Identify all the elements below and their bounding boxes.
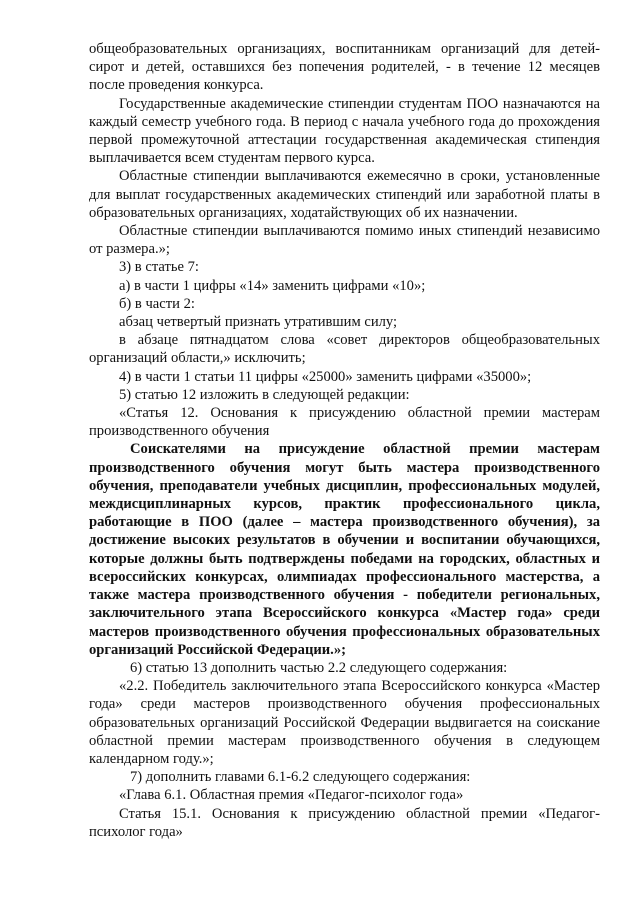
paragraph-14: 6) статью 13 дополнить частью 2.2 следующего содержания:	[130, 659, 508, 676]
paragraph-4: Областные стипендии выплачиваются помимо иных стипендий независимо от размера.»;	[89, 223, 600, 258]
paragraph-3: Областные стипендии выплачиваются ежемесячно в сроки, установленные для выплат государственных академических стипендий или заработной платы в образовательных организациях, ходатайствующих об их назначении.	[89, 168, 600, 221]
paragraph-8: абзац четвертый признать утратившим силу;	[119, 314, 398, 331]
paragraph-17: «Глава 6.1. Областная премия «Педагог-психолог года»	[119, 787, 464, 804]
paragraph-13: Соискателями на присуждение областной премии мастерам производственного обучения могут быть мастера производственного обучения, преподаватели учебных дисциплин, профессиональных модулей, междисциплинарных курсов, практик профессионального цикла, работающие в ПОО (далее – мастера производственного обучения), за достижение высоких результатов в обучении и воспитании обучающихся, которые должны быть подтверждены победами на городских, областных и всероссийских конкурсах, олимпиадах профессионального мастерства, а также мастера производственного обучения - победители региональных, заключительного этапа Всероссийского конкурса «Мастер года» среди мастеров производственного обучения профессиональных образовательных организаций Российской Федерации.»;	[89, 441, 600, 658]
paragraph-15: «2.2. Победитель заключительного этапа Всероссийского конкурса «Мастер года» среди мастеров производственного обучения профессиональных образовательных организаций Российской Федерации выдвигается на соискание областной премии мастерам производственного обучения в следующем календарном году.»;	[89, 678, 600, 767]
paragraph-9: в абзаце пятнадцатом слова «совет директоров общеобразовательных организаций области,» исключить;	[89, 332, 600, 367]
paragraph-12: «Статья 12. Основания к присуждению областной премии мастерам производственного обучения	[89, 405, 600, 440]
paragraph-10: 4) в части 1 статьи 11 цифры «25000» заменить цифрами «35000»;	[119, 368, 532, 385]
document-body	[89, 40, 600, 841]
paragraph-16: 7) дополнить главами 6.1-6.2 следующего содержания:	[130, 769, 471, 786]
paragraph-18: Статья 15.1. Основания к присуждению областной премии «Педагог-психолог года»	[89, 805, 600, 840]
paragraph-1: общеобразовательных организациях, воспитанникам организаций для детей-сирот и детей, оставшихся без попечения родителей, - в течение 12 месяцев после проведения конкурса.	[89, 41, 600, 94]
paragraph-7: б) в части 2:	[119, 295, 195, 312]
paragraph-6: а) в части 1 цифры «14» заменить цифрами «10»;	[119, 277, 426, 294]
paragraph-5: 3) в статье 7:	[119, 259, 199, 276]
paragraph-2: Государственные академические стипендии студентам ПОО назначаются на каждый семестр учебного года. В период с начала учебного года до прохождения первой промежуточной аттестации государственная академическая стипендия выплачивается всем студентам первого курса.	[89, 95, 600, 167]
paragraph-11: 5) статью 12 изложить в следующей редакции:	[119, 386, 410, 403]
